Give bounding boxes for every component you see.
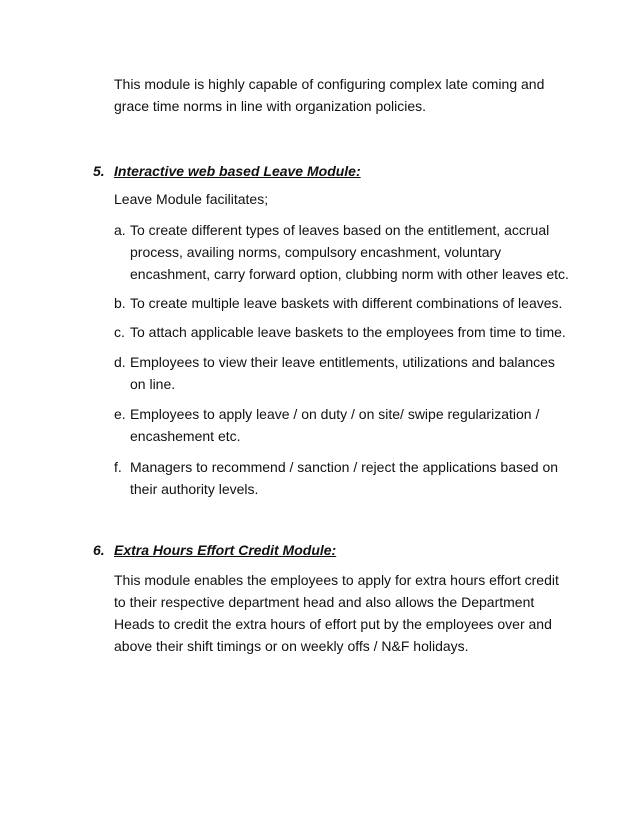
section-heading-leave-module [93, 160, 361, 182]
list-marker: d. [114, 354, 126, 370]
list-item [114, 321, 574, 343]
section-number: 6. [93, 542, 105, 558]
list-marker: c. [114, 324, 125, 340]
section-lead: Leave Module facilitates; [114, 191, 269, 207]
list-item [114, 403, 574, 447]
list-item-text: To create multiple leave baskets with different combinations of leaves. [130, 295, 563, 311]
list-marker: e. [114, 406, 126, 422]
list-item-text: Managers to recommend / sanction / reject the applications based on their authority levels. [130, 459, 559, 497]
list-item-text: To create different types of leaves based on the entitlement, accrual process, availing norms, compulsory encashment, voluntary encashment, carry forward option, clubbing norm with other leaves etc. [130, 222, 569, 282]
list-item [114, 456, 574, 500]
intro-paragraph: This module is highly capable of configuring complex late coming and grace time norms in line with organization policies. [114, 76, 545, 114]
list-item [114, 292, 574, 314]
list-item-text: Employees to view their leave entitlements, utilizations and balances on line. [130, 354, 555, 392]
list-item-text: To attach applicable leave baskets to the employees from time to time. [130, 324, 566, 340]
list-item [114, 219, 574, 285]
section-body: This module enables the employees to apply for extra hours effort credit to their respective department head and also allows the Department Heads to credit the extra hours of effort put by the employees over and above their shift timings or on weekly offs / N&F holidays. [114, 572, 559, 654]
list-item [114, 351, 574, 395]
section-heading-extra-hours [93, 539, 336, 561]
section-number: 5. [93, 163, 105, 179]
list-marker: b. [114, 295, 126, 311]
list-item-text: Employees to apply leave / on duty / on site/ swipe regularization / encashement etc. [130, 406, 540, 444]
section-title: Interactive web based Leave Module: [114, 163, 361, 179]
section-title: Extra Hours Effort Credit Module: [114, 542, 337, 558]
list-marker: f. [114, 459, 122, 475]
list-marker: a. [114, 222, 126, 238]
